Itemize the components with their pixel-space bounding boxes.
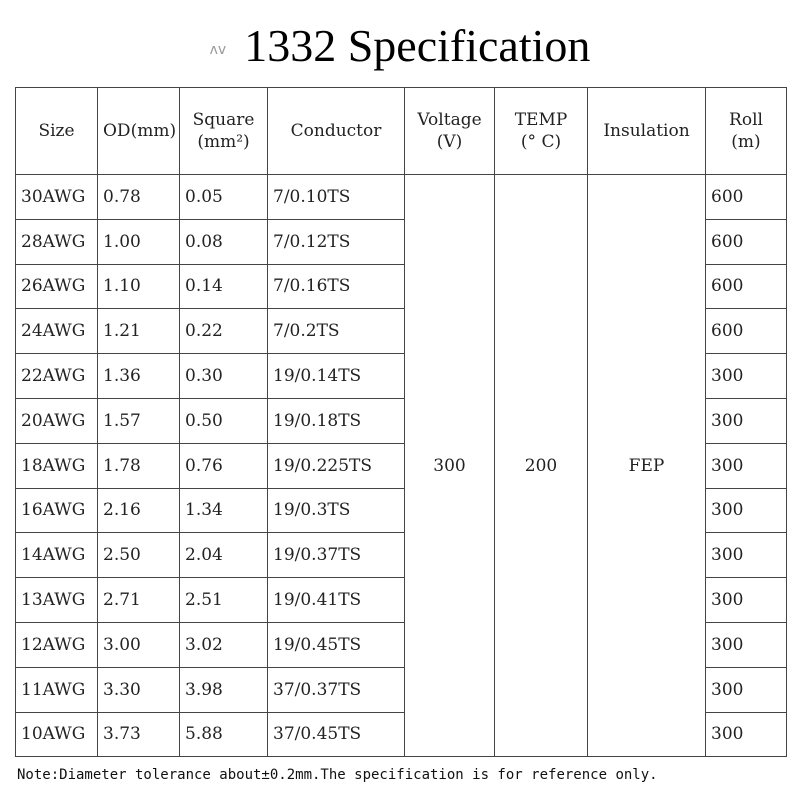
cell-size: 13AWG [16, 578, 98, 623]
cell-od: 1.57 [98, 398, 180, 443]
cell-roll: 300 [706, 533, 787, 578]
cell-size: 16AWG [16, 488, 98, 533]
header-roll: Roll (m) [706, 88, 787, 175]
cell-roll: 300 [706, 578, 787, 623]
cell-od: 0.78 [98, 175, 180, 220]
cell-square: 0.50 [180, 398, 268, 443]
cell-temp: 200 [495, 175, 588, 757]
cell-od: 1.00 [98, 219, 180, 264]
watermark-logo: ʌv [209, 42, 227, 59]
cell-square: 2.51 [180, 578, 268, 623]
cell-conductor: 19/0.14TS [268, 354, 405, 399]
cell-roll: 300 [706, 622, 787, 667]
cell-roll: 300 [706, 354, 787, 399]
cell-size: 14AWG [16, 533, 98, 578]
cell-square: 5.88 [180, 712, 268, 757]
cell-roll: 300 [706, 488, 787, 533]
cell-size: 12AWG [16, 622, 98, 667]
cell-square: 3.02 [180, 622, 268, 667]
cell-roll: 300 [706, 667, 787, 712]
cell-size: 10AWG [16, 712, 98, 757]
cell-od: 3.73 [98, 712, 180, 757]
cell-square: 2.04 [180, 533, 268, 578]
cell-od: 3.00 [98, 622, 180, 667]
cell-size: 30AWG [16, 175, 98, 220]
cell-conductor: 37/0.45TS [268, 712, 405, 757]
cell-size: 18AWG [16, 443, 98, 488]
header-voltage: Voltage (V) [405, 88, 495, 175]
cell-square: 3.98 [180, 667, 268, 712]
cell-insulation: FEP [588, 175, 706, 757]
cell-conductor: 7/0.2TS [268, 309, 405, 354]
page-title-block [0, 18, 800, 78]
cell-size: 20AWG [16, 398, 98, 443]
cell-od: 1.78 [98, 443, 180, 488]
cell-conductor: 19/0.3TS [268, 488, 405, 533]
cell-conductor: 7/0.16TS [268, 264, 405, 309]
cell-conductor: 7/0.10TS [268, 175, 405, 220]
cell-square: 0.05 [180, 175, 268, 220]
cell-size: 11AWG [16, 667, 98, 712]
cell-od: 2.71 [98, 578, 180, 623]
header-square: Square (mm²) [180, 88, 268, 175]
cell-conductor: 19/0.45TS [268, 622, 405, 667]
cell-roll: 600 [706, 309, 787, 354]
cell-conductor: 19/0.37TS [268, 533, 405, 578]
cell-square: 0.30 [180, 354, 268, 399]
cell-od: 2.16 [98, 488, 180, 533]
cell-roll: 600 [706, 264, 787, 309]
cell-od: 1.21 [98, 309, 180, 354]
header-temp: TEMP (° C) [495, 88, 588, 175]
cell-od: 1.36 [98, 354, 180, 399]
cell-square: 0.76 [180, 443, 268, 488]
cell-size: 28AWG [16, 219, 98, 264]
cell-size: 26AWG [16, 264, 98, 309]
cell-roll: 300 [706, 443, 787, 488]
table-row [16, 175, 787, 220]
header-insulation: Insulation [588, 88, 706, 175]
table-header-row [16, 88, 787, 175]
header-conductor: Conductor [268, 88, 405, 175]
cell-size: 22AWG [16, 354, 98, 399]
cell-od: 1.10 [98, 264, 180, 309]
cell-square: 0.08 [180, 219, 268, 264]
cell-conductor: 7/0.12TS [268, 219, 405, 264]
cell-voltage: 300 [405, 175, 495, 757]
cell-conductor: 19/0.225TS [268, 443, 405, 488]
cell-conductor: 19/0.41TS [268, 578, 405, 623]
footnote: Note:Diameter tolerance about±0.2mm.The specification is for reference only. [17, 767, 658, 783]
cell-square: 0.22 [180, 309, 268, 354]
cell-conductor: 19/0.18TS [268, 398, 405, 443]
header-od: OD(mm) [98, 88, 180, 175]
cell-od: 3.30 [98, 667, 180, 712]
cell-size: 24AWG [16, 309, 98, 354]
header-size: Size [16, 88, 98, 175]
table-body [16, 175, 787, 757]
cell-conductor: 37/0.37TS [268, 667, 405, 712]
cell-square: 0.14 [180, 264, 268, 309]
specification-table [15, 87, 787, 757]
page-title: 1332 Specification [244, 20, 591, 71]
cell-od: 2.50 [98, 533, 180, 578]
cell-roll: 300 [706, 712, 787, 757]
cell-roll: 600 [706, 175, 787, 220]
cell-roll: 600 [706, 219, 787, 264]
cell-roll: 300 [706, 398, 787, 443]
cell-square: 1.34 [180, 488, 268, 533]
